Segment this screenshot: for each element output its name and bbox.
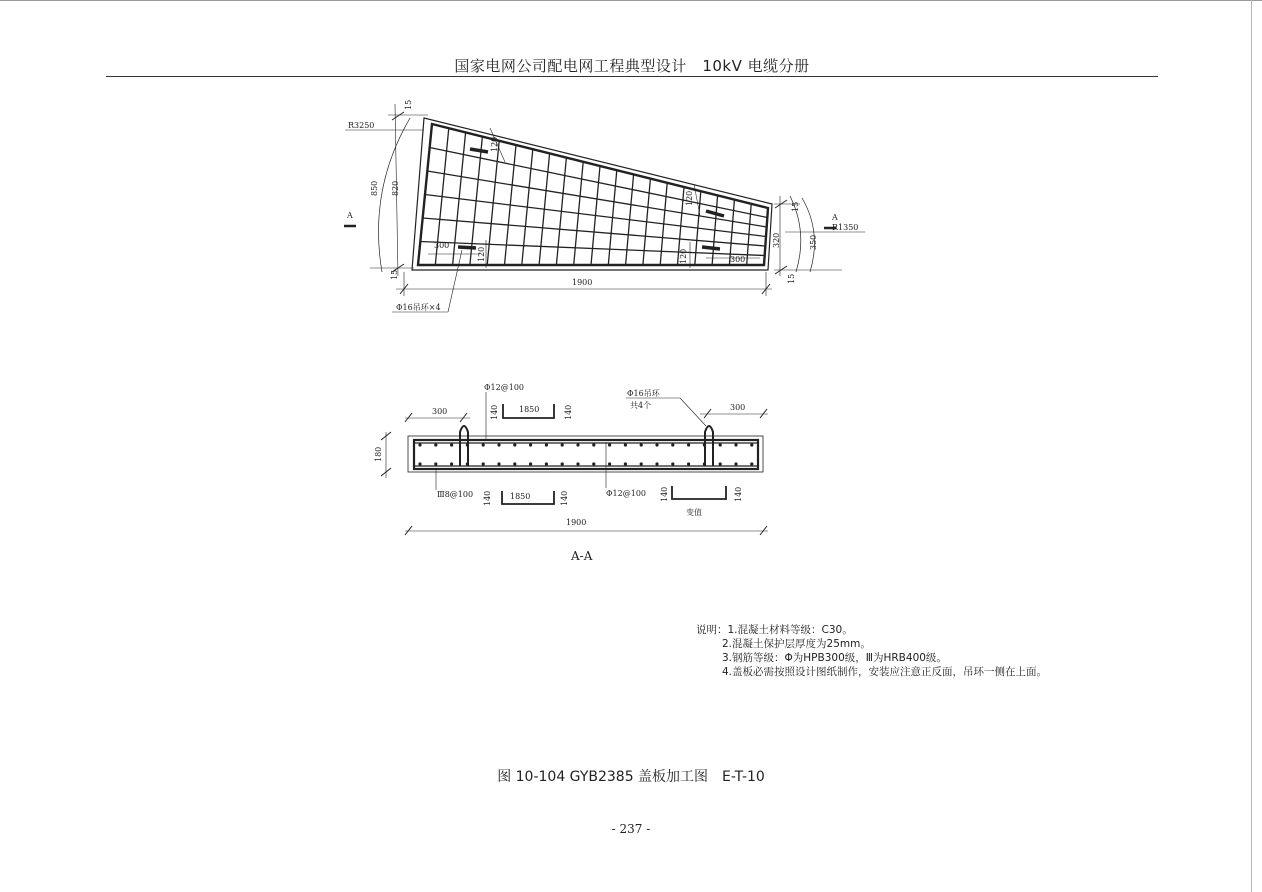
top-bar-label: Φ12@100 <box>484 383 525 392</box>
rebar-dot <box>434 462 437 465</box>
design-notes <box>696 623 1047 679</box>
bar3-leg-left: 140 <box>660 486 669 502</box>
dim-tick <box>704 409 711 418</box>
lifting-ring-label: Φ16吊环×4 <box>396 303 441 312</box>
bar-shape-bottom-right <box>672 486 726 499</box>
bar1-leg-left: 140 <box>490 404 499 420</box>
dim-tick <box>405 526 412 535</box>
page-number: - 237 - <box>611 822 651 836</box>
dim-15-right-bottom: 15 <box>787 273 796 284</box>
dim-1900: 1900 <box>566 518 587 527</box>
radius-outer-label: R3250 <box>348 121 375 130</box>
bar1-leg-right: 140 <box>564 404 573 420</box>
rebar-dot <box>482 462 485 465</box>
rebar-dot <box>529 443 532 446</box>
rebar-dot <box>497 462 500 465</box>
rebar-dot <box>513 462 516 465</box>
bottom-bar-label: Φ12@100 <box>606 489 647 498</box>
rebar-dot <box>545 462 548 465</box>
section-letter-right: A <box>832 213 838 222</box>
rebar-line <box>423 218 766 246</box>
bar3-leg-right: 140 <box>734 486 743 502</box>
rebar-dot <box>513 443 516 446</box>
notes-prefix: 说明： <box>696 624 728 636</box>
section-rebar-cage <box>414 440 758 469</box>
rebar-dot <box>545 443 548 446</box>
rebar-dot <box>482 443 485 446</box>
rebar-dot <box>655 443 658 446</box>
rebar-dot <box>671 462 674 465</box>
dim-15-right-top: 15 <box>791 201 800 212</box>
dim-15-bottom: 15 <box>390 269 399 280</box>
rebar-dot <box>624 462 627 465</box>
dim-120-bot-left: 120 <box>477 246 486 262</box>
rebar-dot <box>418 462 421 465</box>
ring-count-label: 共4个 <box>630 401 652 410</box>
dim-300-left: 300 <box>434 241 450 250</box>
rebar-dot <box>561 443 564 446</box>
ring-leader <box>448 250 462 312</box>
dim-15-top: 15 <box>404 99 413 110</box>
note-row-1 <box>696 623 1047 637</box>
rebar-dot <box>576 443 579 446</box>
rebar-dot <box>450 462 453 465</box>
note-item-4: 4.盖板必需按照设计图纸制作，安装应注意正反面，吊环一侧在上面。 <box>722 666 1048 678</box>
bar1-length: 1850 <box>519 405 540 414</box>
dim-tick <box>392 112 404 120</box>
bar3-length: 变值 <box>686 508 702 517</box>
rebar-line <box>425 195 766 237</box>
leader <box>680 398 706 426</box>
dim-tick <box>405 413 412 422</box>
dim-ext <box>694 184 700 216</box>
rebar-dot <box>434 443 437 446</box>
section-title: A-A <box>571 549 593 563</box>
rebar-dot <box>497 443 500 446</box>
rebar-dot <box>687 462 690 465</box>
rebar-dot <box>655 462 658 465</box>
note-item-1: 1.混凝土材料等级：C30。 <box>727 624 853 636</box>
dim-320: 320 <box>772 232 781 248</box>
rebar-dot <box>624 443 627 446</box>
rebar-dot <box>750 443 753 446</box>
dim-tick <box>760 526 767 535</box>
dim-300-right: 300 <box>730 403 746 412</box>
rebar-dot <box>671 443 674 446</box>
lifting-ring-mark <box>702 247 720 249</box>
ring-label: Φ16吊环 <box>627 389 660 398</box>
stirrup-label: Ⅲ8@100 <box>437 490 474 499</box>
dim-120-top-right: 120 <box>685 190 694 206</box>
dim-820: 820 <box>391 180 400 196</box>
dim-350: 350 <box>809 234 818 250</box>
dim-300-right: 300 <box>730 255 746 264</box>
note-row-4 <box>696 665 1047 679</box>
note-row-3 <box>696 651 1047 665</box>
section-view-labels <box>374 383 745 563</box>
rebar-dot <box>529 462 532 465</box>
rebar-dot <box>592 462 595 465</box>
dim-300-left: 300 <box>432 407 448 416</box>
header-title: 国家电网公司配电网工程典型设计 10kV 电缆分册 <box>454 57 810 75</box>
dim-120-top-left: 120 <box>490 136 499 152</box>
note-row-2 <box>696 637 1047 651</box>
bar2-leg-left: 140 <box>483 490 492 506</box>
rebar-line <box>430 148 768 218</box>
bar2-length: 1850 <box>510 492 531 501</box>
rebar-dot <box>418 443 421 446</box>
rebar-dot <box>576 462 579 465</box>
lifting-ring-mark <box>458 247 476 248</box>
rebar-dot <box>561 462 564 465</box>
dim-tick <box>760 409 767 418</box>
radius-inner-label: R1350 <box>832 223 859 232</box>
lifting-ring-mark <box>470 149 488 152</box>
lifting-ring-mark <box>706 211 724 216</box>
dim-120-bot-right: 120 <box>679 248 688 264</box>
note-item-3: 3.钢筋等级：Φ为HPB300级，Ⅲ为HRB400级。 <box>722 652 947 664</box>
dim-850: 850 <box>370 180 379 196</box>
dim-tick <box>460 413 467 422</box>
rebar-dot <box>750 462 753 465</box>
rebar-line <box>427 171 766 227</box>
rebar-dot <box>734 462 737 465</box>
rebar-dot <box>592 443 595 446</box>
bar2-leg-right: 140 <box>560 490 569 506</box>
section-letter-left: A <box>347 211 353 220</box>
dim-1900: 1900 <box>572 278 593 287</box>
lifting-ring-right <box>705 426 713 466</box>
rebar-dot <box>640 462 643 465</box>
figure-caption: 图 10-104 GYB2385 盖板加工图 E-T-10 <box>497 769 765 785</box>
rebar-dot <box>734 443 737 446</box>
rebar-dot <box>608 443 611 446</box>
rebar-dot <box>640 443 643 446</box>
rebar-dot <box>687 443 690 446</box>
rebar-dot <box>450 443 453 446</box>
note-item-2: 2.混凝土保护层厚度为25mm。 <box>722 638 871 650</box>
rebar-dot <box>719 462 722 465</box>
rebar-dot <box>719 443 722 446</box>
dim-180: 180 <box>374 446 383 462</box>
rebar-dot <box>608 462 611 465</box>
